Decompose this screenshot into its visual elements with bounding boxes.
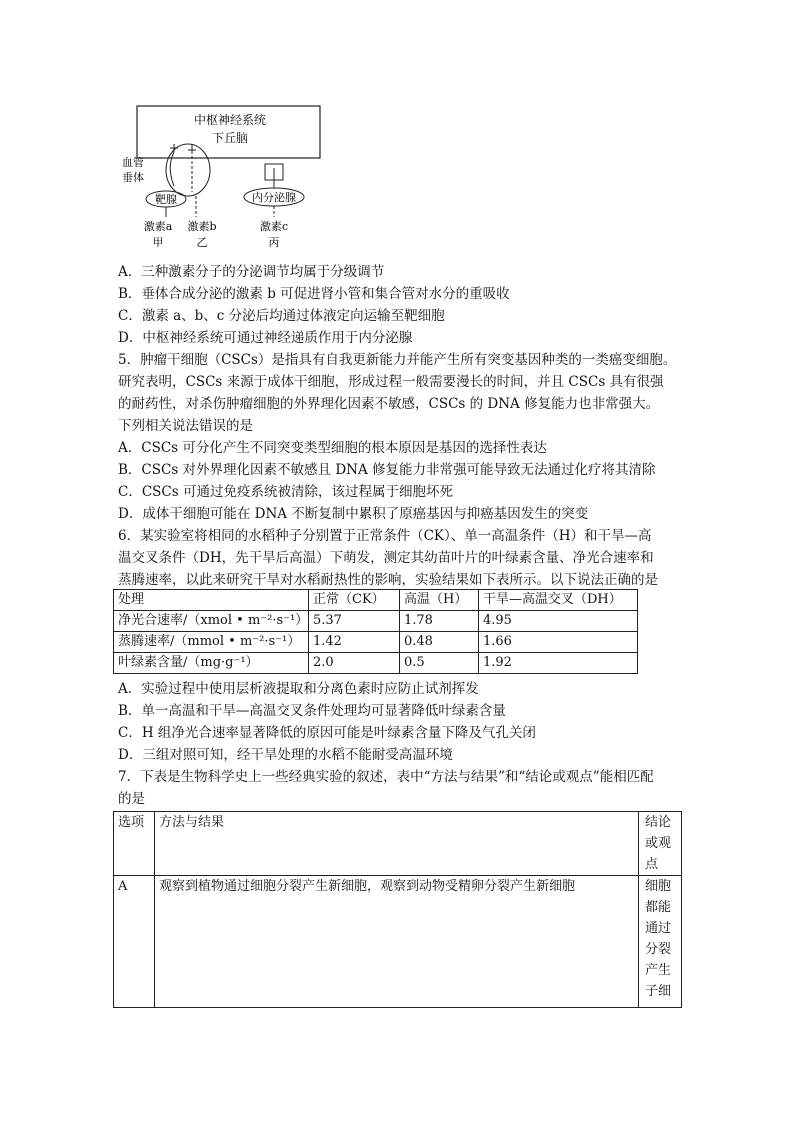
table-header: 干旱—高温交叉（DH） xyxy=(479,590,638,611)
q5-option-a: A．CSCs 可分化产生不同突变类型细胞的根本原因是基因的选择性表达 xyxy=(118,440,547,456)
q6-stem-2: 温交叉条件（DH，先干旱后高温）下萌发，测定其幼苗叶片的叶绿素含量、净光合速率和 xyxy=(118,550,654,566)
hormone-a-label: 激素a xyxy=(143,220,173,233)
table-row xyxy=(114,876,682,1008)
q6-data-table xyxy=(113,589,638,674)
table-header: 方法与结果 xyxy=(155,812,639,876)
endocrine-gland-label: 内分泌腺 xyxy=(252,191,296,204)
q5-stem-1: 5．肿瘤干细胞（CSCs）是指具有自我更新能力并能产生所有突变基因种类的一类癌变细胞。 xyxy=(118,352,677,368)
q5-option-d: D．成体干细胞可能在 DNA 不断复制中累积了原癌基因与抑癌基因发生的突变 xyxy=(118,506,589,522)
table-cell: 蒸腾速率/（mmol • m⁻²·s⁻¹） xyxy=(114,632,309,653)
table-header-row xyxy=(114,812,682,876)
table-row xyxy=(114,653,638,674)
jia-label: 甲 xyxy=(152,236,164,249)
table-header: 结论或观点 xyxy=(639,812,682,876)
table-header: 高温（H） xyxy=(400,590,479,611)
q6-option-a: A．实验过程中使用层析液提取和分离色素时应防止试剂挥发 xyxy=(118,681,479,697)
table-header-row xyxy=(114,590,638,611)
q5-option-b: B．CSCs 对外界理化因素不敏感且 DNA 修复能力非常强可能导致无法通过化疗将其清除 xyxy=(118,462,656,478)
endocrine-regulation-diagram xyxy=(110,104,325,254)
table-header: 正常（CK） xyxy=(309,590,400,611)
table-cell: 1.78 xyxy=(400,611,479,632)
table-header: 处理 xyxy=(114,590,309,611)
q6-stem-3: 蒸腾速率，以此来研究干旱对水稻耐热性的影响，实验结果如下表所示。以下说法正确的是 xyxy=(118,572,658,588)
hormone-b-label: 激素b xyxy=(187,220,217,233)
cns-label: 中枢神经系统 xyxy=(193,113,267,127)
table-cell: 4.95 xyxy=(479,611,638,632)
table-header: 选项 xyxy=(114,812,155,876)
bing-label: 丙 xyxy=(268,236,280,249)
pituitary-label-1: 血管 xyxy=(122,156,144,169)
q6-option-d: D．三组对照可知，经干旱处理的水稻不能耐受高温环境 xyxy=(118,747,453,763)
q5-option-c: C．CSCs 可通过免疫系统被清除，该过程属于细胞坏死 xyxy=(118,484,453,500)
table-cell: 净光合速率/（xmol • m⁻²·s⁻¹） xyxy=(114,611,309,632)
q7-table xyxy=(113,811,682,1008)
yi-label: 乙 xyxy=(196,236,208,249)
pituitary-shape xyxy=(166,144,210,196)
table-cell: 1.92 xyxy=(479,653,638,674)
table-cell: 叶绿素含量/（mg·g⁻¹） xyxy=(114,653,309,674)
q5-stem-3: 的耐药性，对杀伤肿瘤细胞的外界理化因素不敏感，CSCs 的 DNA 修复能力也非常强大。 xyxy=(118,396,660,412)
table-cell: 细胞都能通过分裂产生子细 xyxy=(639,876,682,1008)
q4-option-b: B．垂体合成分泌的激素 b 可促进肾小管和集合管对水分的重吸收 xyxy=(118,286,510,302)
q7-stem-2: 的是 xyxy=(118,791,145,807)
table-cell: 5.37 xyxy=(309,611,400,632)
table-row xyxy=(114,632,638,653)
pituitary-label-2: 垂体 xyxy=(122,171,144,184)
q6-stem-1: 6．某实验室将相同的水稻种子分别置于正常条件（CK）、单一高温条件（H）和干旱—高 xyxy=(118,528,652,544)
table-row xyxy=(114,611,638,632)
table-cell: 观察到植物通过细胞分裂产生新细胞，观察到动物受精卵分裂产生新细胞 xyxy=(155,876,639,1008)
hormone-c-label: 激素c xyxy=(259,220,289,233)
table-cell: 2.0 xyxy=(309,653,400,674)
target-gland-label: 靶腺 xyxy=(155,193,177,206)
q4-option-a: A．三种激素分子的分泌调节均属于分级调节 xyxy=(118,264,385,280)
q6-option-c: C．H 组净光合速率显著降低的原因可能是叶绿素含量下降及气孔关闭 xyxy=(118,725,536,741)
q5-stem-2: 研究表明，CSCs 来源于成体干细胞，形成过程一般需要漫长的时间，并且 CSCs 具有很强 xyxy=(118,374,664,390)
q4-option-d: D．中枢神经系统可通过神经递质作用于内分泌腺 xyxy=(118,330,413,346)
hypothalamus-label: 下丘脑 xyxy=(211,131,249,145)
q6-option-b: B．单一高温和干旱—高温交叉条件处理均可显著降低叶绿素含量 xyxy=(118,703,506,719)
table-cell: 1.42 xyxy=(309,632,400,653)
q7-stem-1: 7．下表是生物科学史上一些经典实验的叙述，表中“方法与结果”和“结论或观点”能相匹配 xyxy=(118,769,654,785)
q4-option-c: C．激素 a、b、c 分泌后均通过体液定向运输至靶细胞 xyxy=(118,308,445,324)
table-cell: 1.66 xyxy=(479,632,638,653)
table-cell: 0.5 xyxy=(400,653,479,674)
table-cell: 0.48 xyxy=(400,632,479,653)
table-cell: A xyxy=(114,876,155,1008)
q5-stem-4: 下列相关说法错误的是 xyxy=(118,418,253,434)
